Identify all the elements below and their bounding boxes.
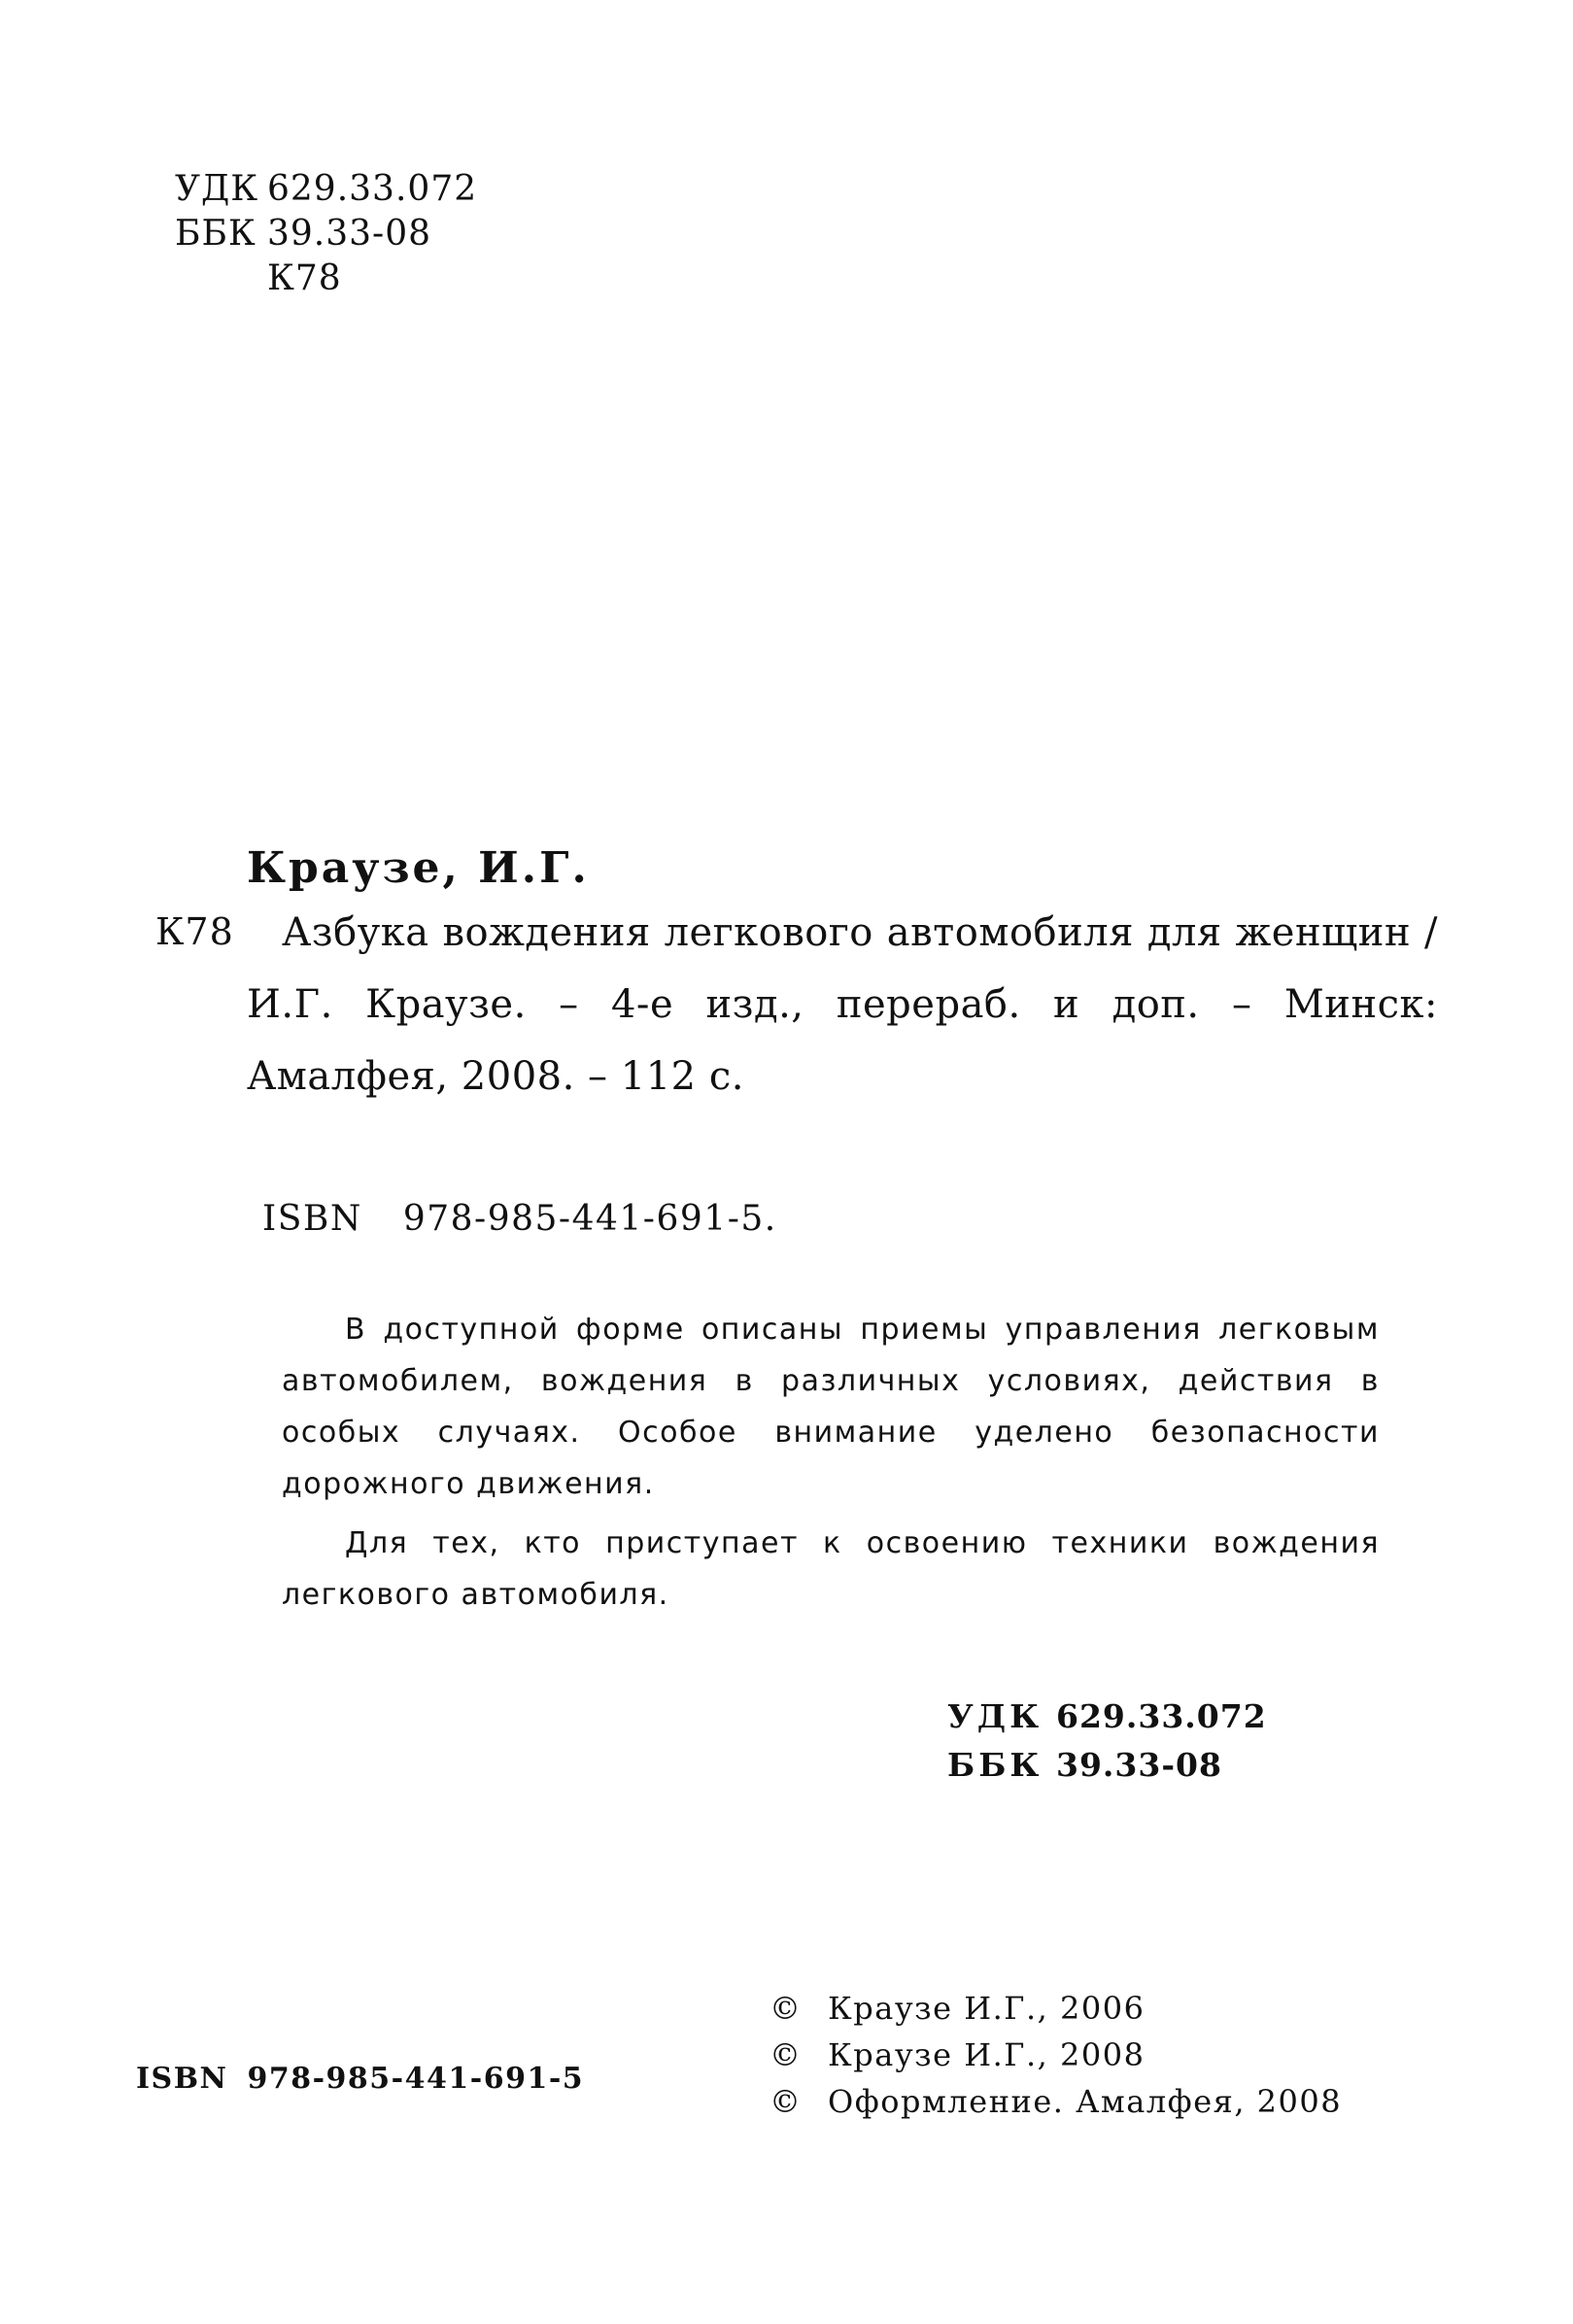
- description-text: Азбука вождения легкового автомобиля для женщин / И.Г. Краузе. – 4-е изд., перераб. и доп. – Минск: Амалфея, 2008. – 112 с.: [247, 910, 1438, 1099]
- bottom-bbk-label: ББК: [947, 1746, 1043, 1784]
- author-mark: К78: [267, 258, 342, 298]
- annotation: [282, 1304, 1380, 1621]
- bibliographic-description: [247, 897, 1438, 1112]
- isbn-bottom: [136, 2062, 584, 2096]
- copyright-icon: ©: [769, 2083, 803, 2120]
- bottom-bbk-row: [947, 1741, 1267, 1790]
- author-mark-row: [175, 256, 477, 301]
- isbn-bottom-label: ISBN: [136, 2062, 228, 2096]
- author-heading: Краузе, И.Г.: [247, 843, 590, 893]
- copyright-icon: ©: [769, 1990, 803, 2027]
- isbn-value: 978-985-441-691-5.: [402, 1199, 777, 1239]
- copyright-block: [769, 1985, 1342, 2125]
- bottom-udk-label: УДК: [947, 1697, 1043, 1735]
- bottom-udk-row: [947, 1692, 1267, 1741]
- udk-label: УДК: [175, 169, 259, 209]
- bbk-row: [175, 212, 477, 256]
- annotation-paragraph-2: Для тех, кто приступает к освоению техники вождения легкового автомобиля.: [282, 1526, 1380, 1612]
- bbk-label: ББК: [175, 214, 256, 254]
- bbk-value: 39.33-08: [267, 214, 432, 254]
- copyright-line: [769, 1985, 1342, 2032]
- bottom-classification: [947, 1692, 1267, 1790]
- copyright-icon: ©: [769, 2036, 803, 2073]
- bottom-udk-value: 629.33.072: [1056, 1697, 1267, 1735]
- copyright-text: Краузе И.Г., 2008: [828, 2036, 1146, 2073]
- top-classification: [175, 167, 477, 301]
- isbn-main: [262, 1199, 777, 1239]
- copyright-text: Оформление. Амалфея, 2008: [828, 2083, 1343, 2120]
- bottom-bbk-value: 39.33-08: [1056, 1746, 1222, 1784]
- isbn-bottom-value: 978-985-441-691-5: [247, 2062, 585, 2096]
- annotation-paragraph-1: В доступной форме описаны приемы управления легковым автомобилем, вождения в различных условиях, действия в особых случаях. Особое внимание уделено безопасности дорожного движения.: [282, 1313, 1380, 1501]
- isbn-label: ISBN: [262, 1199, 362, 1239]
- entry-author-mark: К78: [155, 910, 234, 953]
- copyright-line: [769, 2032, 1342, 2078]
- copyright-text: Краузе И.Г., 2006: [828, 1990, 1146, 2027]
- udk-row: [175, 167, 477, 212]
- copyright-line: [769, 2078, 1342, 2125]
- udk-value: 629.33.072: [267, 169, 478, 209]
